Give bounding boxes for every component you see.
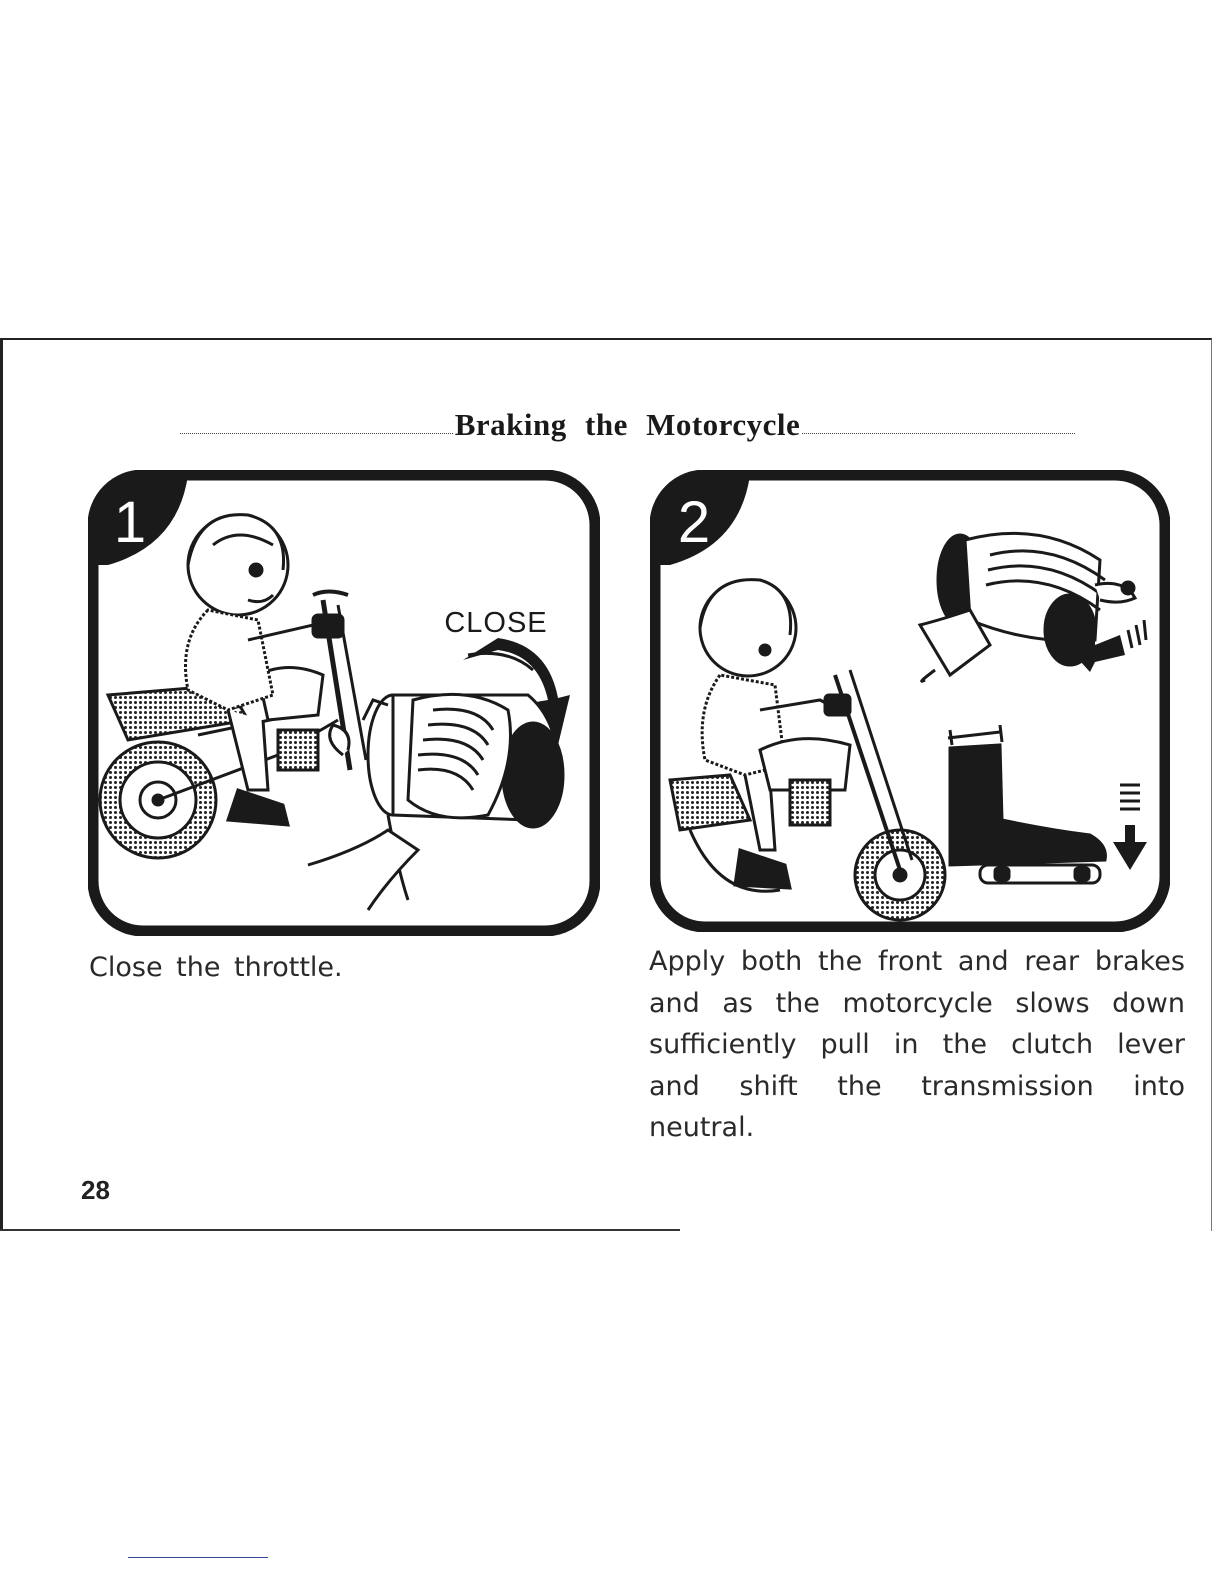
step-2-caption: Apply both the front and rear brakes and as the motorcycle slows down sufficiently pull in the clutch lever and shift the transmission into neutral.	[649, 946, 1185, 1143]
step-2-number: 2	[677, 490, 711, 555]
header-dots-right	[802, 433, 1075, 434]
step-2-illustration	[650, 470, 1170, 932]
close-label: CLOSE	[444, 607, 548, 639]
section-header	[180, 405, 1075, 445]
step-2-panel	[650, 470, 1170, 932]
step-1-caption: Close the throttle.	[89, 952, 343, 983]
bottom-rule	[0, 1229, 680, 1231]
header-dots-left	[180, 433, 453, 434]
page-number: 28	[81, 1175, 110, 1205]
step-1-panel	[88, 470, 600, 936]
section-title: Braking the Motorcycle	[454, 407, 801, 442]
step-1-number: 1	[113, 490, 147, 555]
step-1-illustration	[88, 470, 600, 936]
footer-rule	[128, 1557, 268, 1558]
